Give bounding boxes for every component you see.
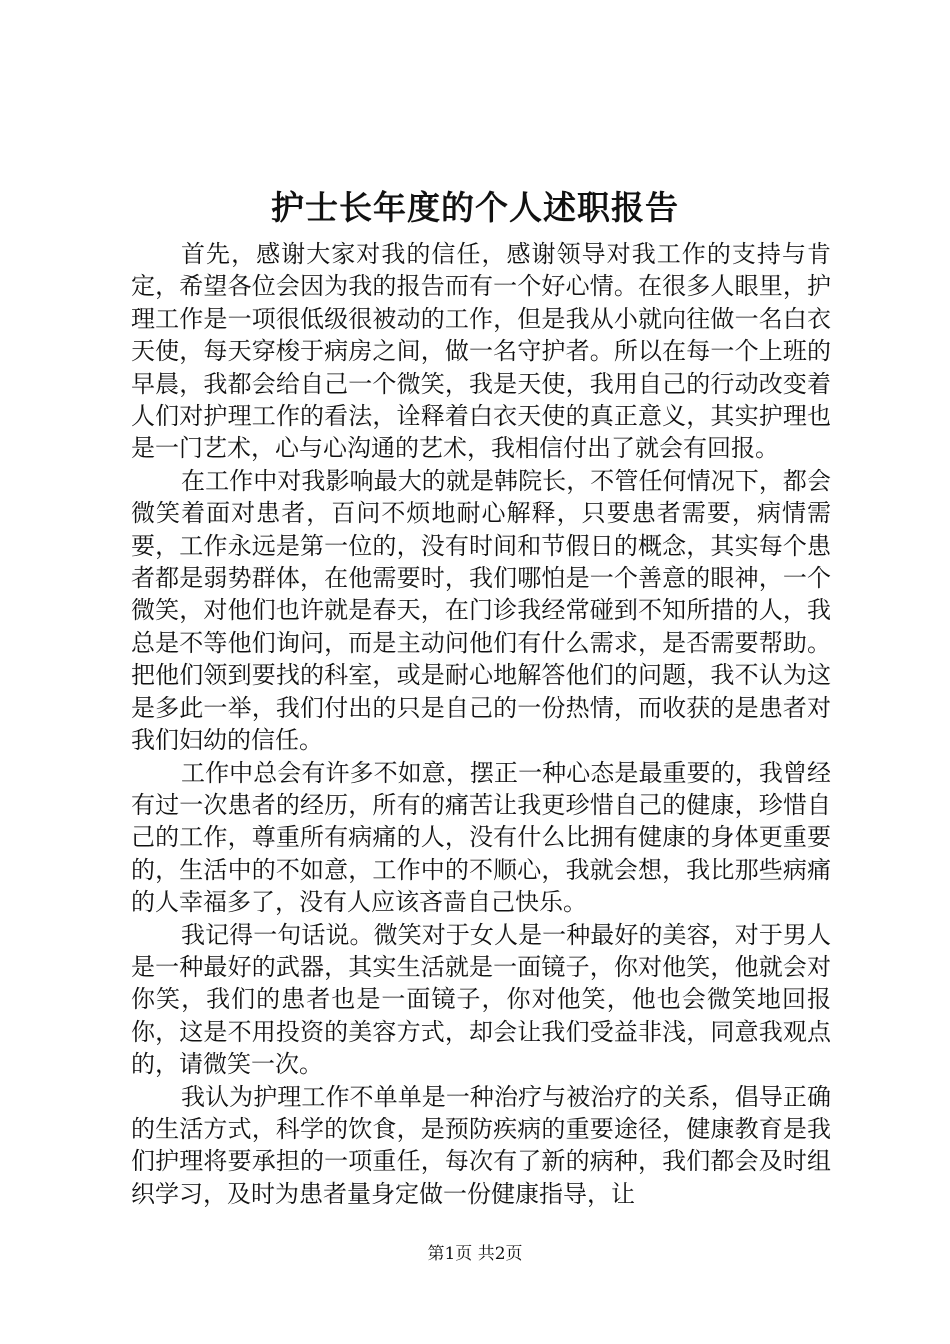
document-title: 护士长年度的个人述职报告 — [271, 188, 679, 227]
paragraph-1: 首先，感谢大家对我的信任，感谢领导对我工作的支持与肯定，希望各位会因为我的报告而有一个好心情。在很多人眼里，护理工作是一项很低级很被动的工作，但是我从小就向往做一名白衣天使，每天穿梭于病房之间，做一名守护者。所以在每一个上班的早晨，我都会给自己一个微笑，我是天使，我用自己的行动改变着人们对护理工作的看法，诠释着白衣天使的真正意义，其实护理也是一门艺术，心与心沟通的艺术，我相信付出了就会有回报。 — [131, 240, 831, 463]
page-number-footer: 第1页 共2页 — [427, 1244, 523, 1264]
document-body — [131, 238, 831, 1210]
paragraph-3: 工作中总会有许多不如意，摆正一种心态是最重要的，我曾经有过一次患者的经历，所有的痛苦让我更珍惜自己的健康，珍惜自己的工作，尊重所有病痛的人，没有什么比拥有健康的身体更重要的，生活中的不如意，工作中的不顺心，我就会想，我比那些病痛的人幸福多了，没有人应该吝啬自己快乐。 — [131, 758, 831, 917]
paragraph-5: 我认为护理工作不单单是一种治疗与被治疗的关系，倡导正确的生活方式，科学的饮食，是预防疾病的重要途径，健康教育是我们护理将要承担的一项重任，每次有了新的病种，我们都会及时组织学习，及时为患者量身定做一份健康指导，让 — [131, 1082, 831, 1208]
paragraph-4: 我记得一句话说。微笑对于女人是一种最好的美容，对于男人是一种最好的武器，其实生活就是一面镜子，你对他笑，他就会对你笑，我们的患者也是一面镜子，你对他笑，他也会微笑地回报你，这是不用投资的美容方式，却会让我们受益非浅，同意我观点的，请微笑一次。 — [131, 920, 831, 1079]
paragraph-2: 在工作中对我影响最大的就是韩院长，不管任何情况下，都会微笑着面对患者，百问不烦地耐心解释，只要患者需要，病情需要，工作永远是第一位的，没有时间和节假日的概念，其实每个患者都是弱势群体，在他需要时，我们哪怕是一个善意的眼神，一个微笑，对他们也许就是春天，在门诊我经常碰到不知所措的人，我总是不等他们询问，而是主动问他们有什么需求，是否需要帮助。把他们领到要找的科室，或是耐心地解答他们的问题，我不认为这是多此一举，我们付出的只是自己的一份热情，而收获的是患者对我们妇幼的信任。 — [131, 466, 831, 755]
